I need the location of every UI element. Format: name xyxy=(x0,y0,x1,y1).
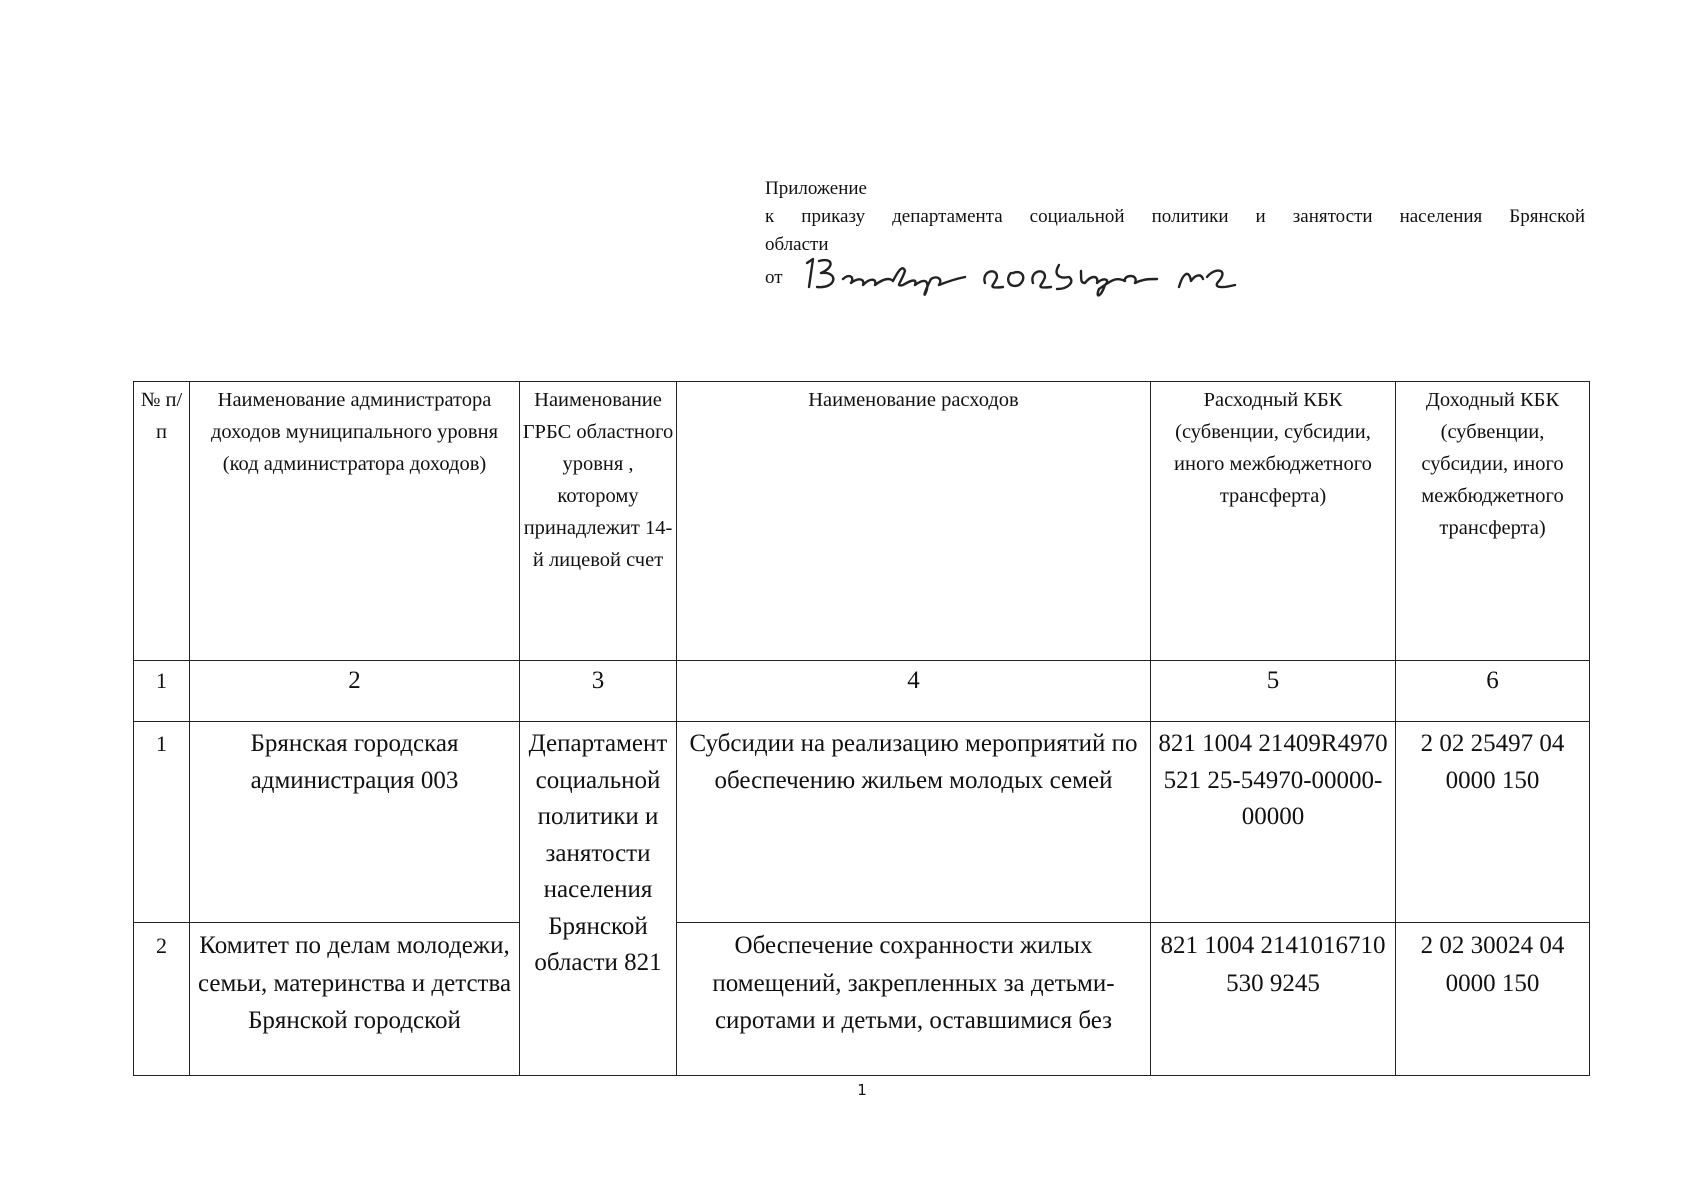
budget-transfer-table xyxy=(133,381,1590,1076)
order-reference-line-1: к приказу департамента социальной политики и занятости населения Брянской xyxy=(765,206,1585,227)
column-number: 4 xyxy=(677,661,1151,722)
row-expense-name: Обеспечение сохранности жилых помещений, закрепленных за детьми-сиротами и детьми, оставшимися без xyxy=(677,923,1151,1076)
row-administrator: Брянская городская администрация 003 xyxy=(190,722,520,923)
column-number: 3 xyxy=(520,661,677,722)
row-expense-kbk: 821 1004 2141016710 530 9245 xyxy=(1151,923,1396,1076)
header-administrator: Наименование администратора доходов муниципального уровня (код администратора доходов) xyxy=(190,382,520,661)
order-reference-line-2: области xyxy=(765,234,829,255)
table-row xyxy=(134,923,1590,1076)
header-number: № п/п xyxy=(134,382,190,661)
handwritten-date-signature xyxy=(799,249,1269,299)
column-number: 5 xyxy=(1151,661,1396,722)
header-grbs: Наименование ГРБС областного уровня , которому принадлежит 14-й лицевой счет xyxy=(520,382,677,661)
column-number: 1 xyxy=(134,661,190,722)
page-number: 1 xyxy=(857,1081,867,1099)
date-prefix: от xyxy=(765,267,783,288)
header-income-kbk: Доходный КБК (субвенции, субсидии, иного межбюджетного трансферта) xyxy=(1396,382,1590,661)
grbs-merged-cell: Департамент социальной политики и занятости населения Брянской области 821 xyxy=(520,722,677,1076)
appendix-title: Приложение xyxy=(765,178,867,199)
column-number: 6 xyxy=(1396,661,1590,722)
row-expense-name: Субсидии на реализацию мероприятий по обеспечению жильем молодых семей xyxy=(677,722,1151,923)
order-date-line xyxy=(765,261,1585,295)
header-expense-kbk: Расходный КБК (субвенции, субсидии, иного межбюджетного трансферта) xyxy=(1151,382,1396,661)
row-expense-kbk: 821 1004 21409R4970 521 25-54970-00000-00000 xyxy=(1151,722,1396,923)
appendix-header xyxy=(765,175,1585,295)
row-number: 2 xyxy=(134,923,190,1076)
row-income-kbk: 2 02 25497 04 0000 150 xyxy=(1396,722,1590,923)
column-number-row xyxy=(134,661,1590,722)
header-expense-name: Наименование расходов xyxy=(677,382,1151,661)
row-administrator: Комитет по делам молодежи, семьи, материнства и детства Брянской городской xyxy=(190,923,520,1076)
table-header-row xyxy=(134,382,1590,661)
row-income-kbk: 2 02 30024 04 0000 150 xyxy=(1396,923,1590,1076)
row-number: 1 xyxy=(134,722,190,923)
column-number: 2 xyxy=(190,661,520,722)
table-row xyxy=(134,722,1590,923)
